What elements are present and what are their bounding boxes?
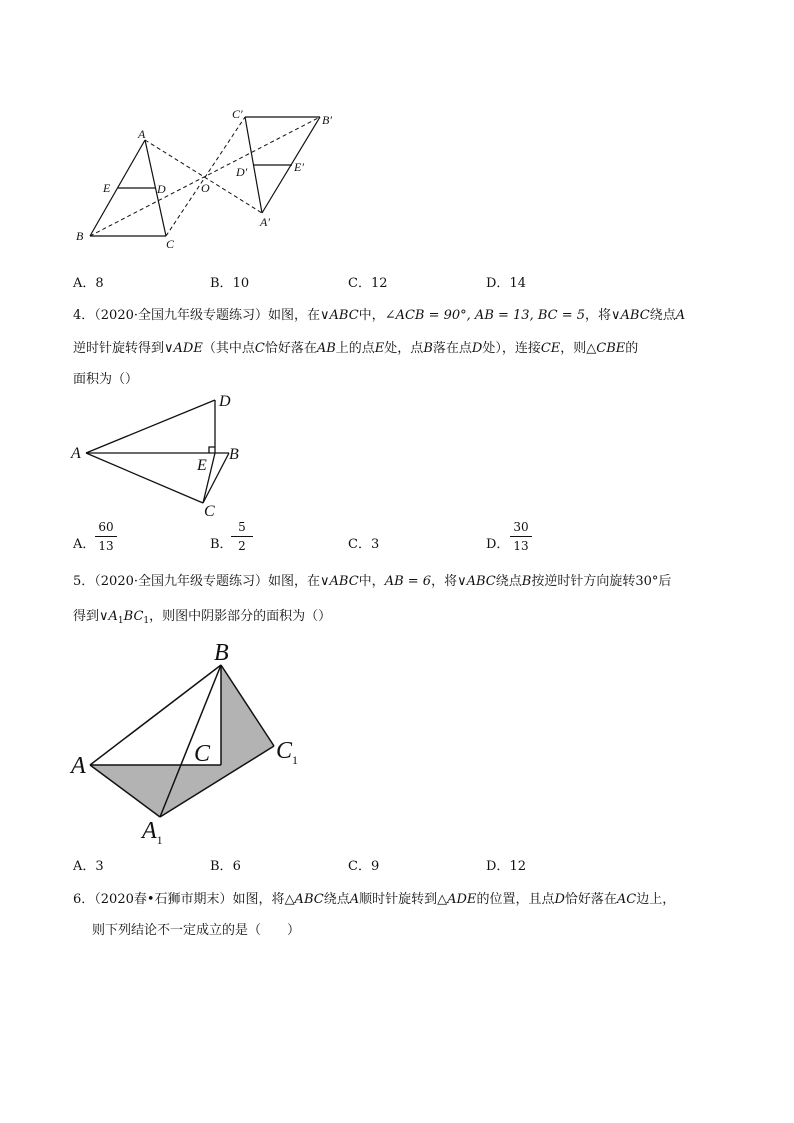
q4-stem-line2: 逆时针旋转得到∨ADE（其中点C恰好落在AB上的点E处，点B落在点D处），连接CE，则△CBE的 bbox=[73, 341, 639, 356]
q5-option-d[interactable]: D．12 bbox=[486, 859, 526, 874]
q5-label-A1: $A_1$ bbox=[142, 818, 163, 847]
q4-option-a-fraction: $\frac{60}{13}$ bbox=[95, 520, 117, 553]
q3-label-E1: E′ bbox=[294, 160, 304, 174]
q3-label-C: C bbox=[166, 237, 175, 251]
q4-label-A: A bbox=[71, 445, 81, 462]
q3-option-a[interactable]: A．8 bbox=[73, 276, 104, 291]
q4-option-d-fraction: $\frac{30}{13}$ bbox=[510, 520, 532, 553]
q3-label-D: D bbox=[157, 182, 166, 196]
q3-label-D1: D′ bbox=[236, 165, 248, 179]
q5-label-B: B bbox=[214, 640, 229, 666]
q4-figure bbox=[66, 390, 256, 520]
q5-label-C: C bbox=[194, 741, 211, 767]
q4-option-c[interactable]: C．3 bbox=[348, 537, 380, 552]
q4-stem-line3: 面积为（） bbox=[73, 372, 139, 387]
q4-label-C: C bbox=[204, 503, 215, 520]
q4-option-b[interactable]: B． bbox=[210, 537, 233, 552]
q6-stem-line2: 则下列结论不一定成立的是（ ） bbox=[92, 923, 301, 938]
q4-option-d[interactable]: D． bbox=[486, 537, 510, 552]
q3-label-A: A bbox=[138, 127, 146, 141]
q3-label-E: E bbox=[103, 181, 111, 195]
q4-label-B: B bbox=[229, 446, 239, 463]
q3-option-c[interactable]: C．12 bbox=[348, 276, 388, 291]
q3-option-b[interactable]: B．10 bbox=[210, 276, 250, 291]
q4-label-D: D bbox=[219, 393, 231, 410]
q3-label-C1: C′ bbox=[232, 107, 243, 121]
q4-option-b-fraction: $\frac{5}{2}$ bbox=[231, 520, 253, 553]
q4-option-a[interactable]: A． bbox=[73, 537, 96, 552]
q4-stem-line1: 4．（2020·全国九年级专题练习）如图，在∨ABC中，∠ACB = 90°, AB = 13, BC = 5，将∨ABC绕点A bbox=[73, 308, 686, 323]
q3-label-B: B bbox=[76, 229, 84, 243]
q5-label-C1: $C_1$ bbox=[276, 738, 299, 767]
q5-label-A: A bbox=[71, 753, 86, 779]
q3-label-O: O bbox=[201, 181, 210, 195]
q5-option-c[interactable]: C．9 bbox=[348, 859, 380, 874]
q3-figure bbox=[70, 100, 360, 260]
q3-label-B1: B′ bbox=[322, 113, 332, 127]
q3-label-A1: A′ bbox=[260, 215, 270, 229]
q5-stem-line2: 得到$\vee A_1BC_1$，则图中阴影部分的面积为（） bbox=[73, 609, 332, 626]
q4-label-E: E bbox=[197, 457, 207, 474]
q5-stem-line1: 5．（2020·全国九年级专题练习）如图，在∨ABC中，AB = 6，将∨ABC绕点B按逆时针方向旋转30°后 bbox=[73, 574, 672, 589]
q3-option-d[interactable]: D．14 bbox=[486, 276, 526, 291]
q5-figure bbox=[66, 632, 316, 847]
q6-stem-line1: 6．（2020春•石狮市期末）如图，将△ABC绕点A顺时针旋转到△ADE的位置，且点D恰好落在AC边上， bbox=[73, 892, 676, 907]
q5-option-a[interactable]: A．3 bbox=[73, 859, 104, 874]
q5-shaded-right bbox=[160, 665, 274, 817]
q5-option-b[interactable]: B．6 bbox=[210, 859, 241, 874]
